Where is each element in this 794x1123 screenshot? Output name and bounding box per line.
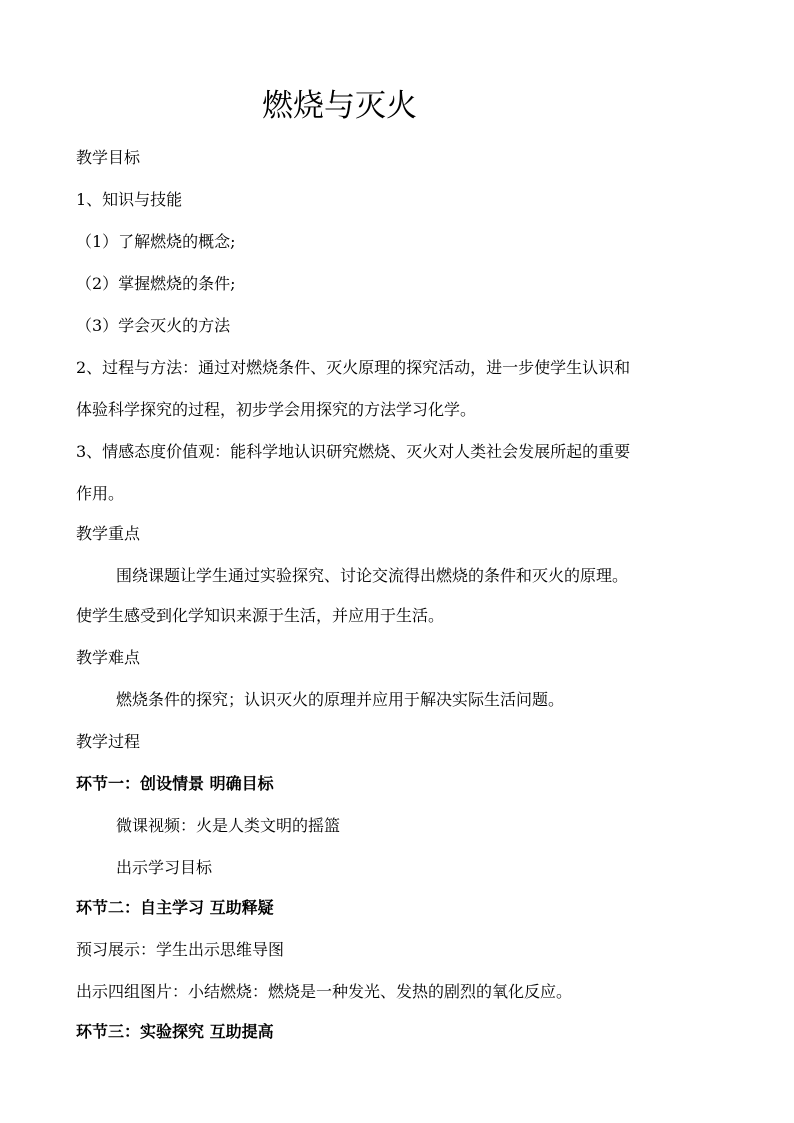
section-heading-key-points: 教学重点 (76, 524, 141, 543)
document-title: 燃烧与灭火 (262, 88, 417, 124)
section-heading-difficulties: 教学难点 (76, 648, 141, 667)
stage-3-heading: 环节三：实验探究 互助提高 (76, 1022, 274, 1041)
difficulties-line: 燃烧条件的探究；认识灭火的原理并应用于解决实际生活问题。 (116, 690, 565, 709)
objective-item-2: （2）掌握燃烧的条件; (76, 274, 236, 293)
objective-knowledge-heading: 1、知识与技能 (76, 190, 183, 209)
key-points-line-1: 围绕课题让学生通过实验探究、讨论交流得出燃烧的条件和灭火的原理。 (116, 566, 629, 585)
section-heading-objectives: 教学目标 (76, 148, 141, 167)
stage-1-heading: 环节一：创设情景 明确目标 (76, 774, 274, 793)
key-points-line-2: 使学生感受到化学知识来源于生活，并应用于生活。 (76, 606, 445, 625)
objective-attitude-line-1: 3、情感态度价值观：能科学地认识研究燃烧、灭火对人类社会发展所起的重要 (76, 442, 631, 461)
stage-1-goals: 出示学习目标 (116, 858, 213, 877)
stage-2-heading: 环节二：自主学习 互助释疑 (76, 898, 274, 917)
stage-2-preview: 预习展示：学生出示思维导图 (76, 940, 285, 959)
objective-item-3: （3）学会灭火的方法 (76, 316, 231, 335)
objective-item-1: （1）了解燃烧的概念; (76, 232, 236, 251)
stage-2-summary: 出示四组图片：小结燃烧：燃烧是一种发光、发热的剧烈的氧化反应。 (76, 982, 573, 1001)
objective-process-line-1: 2、过程与方法：通过对燃烧条件、灭火原理的探究活动，进一步使学生认识和 (76, 358, 631, 377)
objective-process-line-2: 体验科学探究的过程，初步学会用探究的方法学习化学。 (76, 400, 477, 419)
stage-1-video: 微课视频：火是人类文明的摇篮 (116, 816, 341, 835)
objective-attitude-line-2: 作用。 (76, 484, 125, 503)
section-heading-process: 教学过程 (76, 732, 141, 751)
